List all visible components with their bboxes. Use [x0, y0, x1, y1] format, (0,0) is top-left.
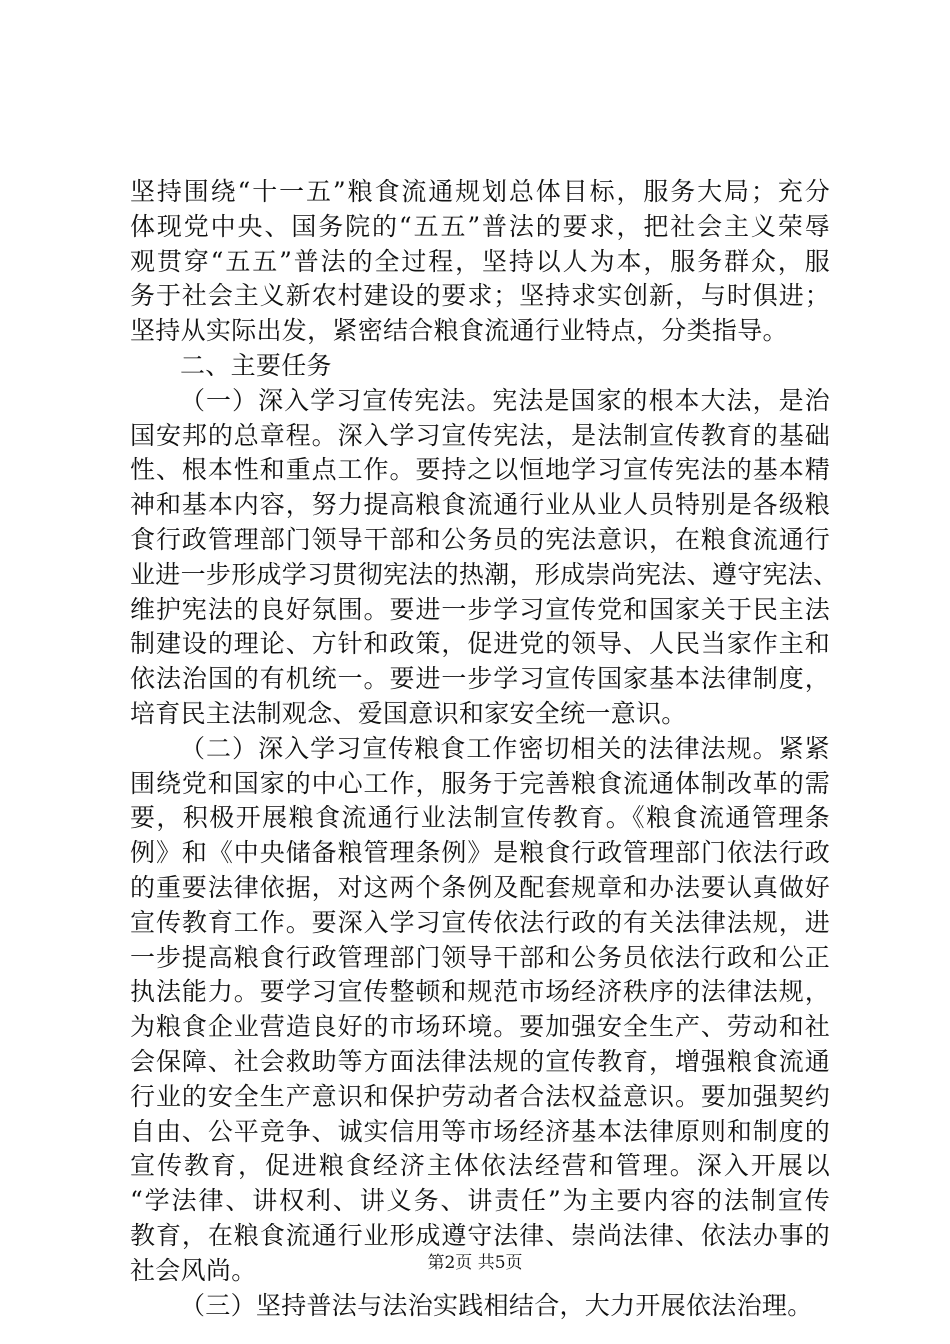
text-line: 观贯穿“五五”普法的全过程，坚持以人为本，服务群众，服 — [130, 246, 830, 276]
text-line: 要，积极开展粮食流通行业法制宣传教育。《粮食流通管理条 — [130, 803, 830, 833]
text-line: 培育民主法制观念、爱国意识和家安全统一意识。 — [130, 698, 687, 728]
text-line: 制建设的理论、方针和政策，促进党的领导、人民当家作主和 — [130, 629, 830, 659]
text-line: “学法律、讲权利、讲义务、讲责任”为主要内容的法制宣传 — [130, 1186, 830, 1216]
text-line: 性、根本性和重点工作。要持之以恒地学习宣传宪法的基本精 — [130, 455, 830, 485]
section-heading: 二、主要任务 — [180, 350, 332, 380]
text-line: 体现党中央、国务院的“五五”普法的要求，把社会主义荣辱 — [130, 211, 830, 241]
text-line: 食行政管理部门领导干部和公务员的宪法意识，在粮食流通行 — [130, 524, 830, 554]
text-line: 国安邦的总章程。深入学习宣传宪法，是法制宣传教育的基础 — [130, 420, 830, 450]
text-line: 自由、公平竞争、诚实信用等市场经济基本法律原则和制度的 — [130, 1116, 830, 1146]
paragraph-start-line: （二）深入学习宣传粮食工作密切相关的法律法规。紧紧 — [180, 733, 830, 763]
text-line: 宣传教育，促进粮食经济主体依法经营和管理。深入开展以 — [130, 1151, 830, 1181]
text-line: 例》和《中央储备粮管理条例》是粮食行政管理部门依法行政 — [130, 838, 830, 868]
text-line: 坚持从实际出发，紧密结合粮食流通行业特点，分类指导。 — [130, 316, 788, 346]
text-line: 坚持围绕“十一五”粮食流通规划总体目标，服务大局；充分 — [130, 177, 830, 206]
text-line: 会保障、社会救助等方面法律法规的宣传教育，增强粮食流通 — [130, 1046, 830, 1076]
paragraph-start-line: （一）深入学习宣传宪法。宪法是国家的根本大法，是治 — [180, 385, 830, 415]
text-line: 依法治国的有机统一。要进一步学习宣传国家基本法律制度， — [130, 664, 830, 694]
text-line: 的重要法律依据，对这两个条例及配套规章和办法要认真做好 — [130, 872, 830, 902]
text-line: 维护宪法的良好氛围。要进一步学习宣传党和国家关于民主法 — [130, 594, 830, 624]
text-line: 社会风尚。 — [130, 1255, 257, 1285]
text-line: 宣传教育工作。要深入学习宣传依法行政的有关法律法规，进 — [130, 907, 830, 937]
text-line: 业进一步形成学习贯彻宪法的热潮，形成崇尚宪法、遵守宪法、 — [130, 559, 839, 589]
text-line: 一步提高粮食行政管理部门领导干部和公务员依法行政和公正 — [130, 942, 830, 972]
text-line: 神和基本内容，努力提高粮食流通行业从业人员特别是各级粮 — [130, 490, 830, 520]
text-line: 为粮食企业营造良好的市场环境。要加强安全生产、劳动和社 — [130, 1012, 830, 1042]
text-line: 教育，在粮食流通行业形成遵守法律、崇尚法律、依法办事的 — [130, 1220, 830, 1250]
text-line: 执法能力。要学习宣传整顿和规范市场经济秩序的法律法规， — [130, 977, 830, 1007]
text-line: 围绕党和国家的中心工作，服务于完善粮食流通体制改革的需 — [130, 768, 830, 798]
text-line: 行业的安全生产意识和保护劳动者合法权益意识。要加强契约 — [130, 1081, 830, 1111]
document-body — [130, 175, 839, 1323]
paragraph-start-line: （三）坚持普法与法治实践相结合，大力开展依法治理。 — [180, 1290, 813, 1320]
text-line: 务于社会主义新农村建设的要求；坚持求实创新，与时俱进； — [130, 281, 830, 311]
page-number-footer: 第2页 共5页 — [427, 1253, 523, 1273]
